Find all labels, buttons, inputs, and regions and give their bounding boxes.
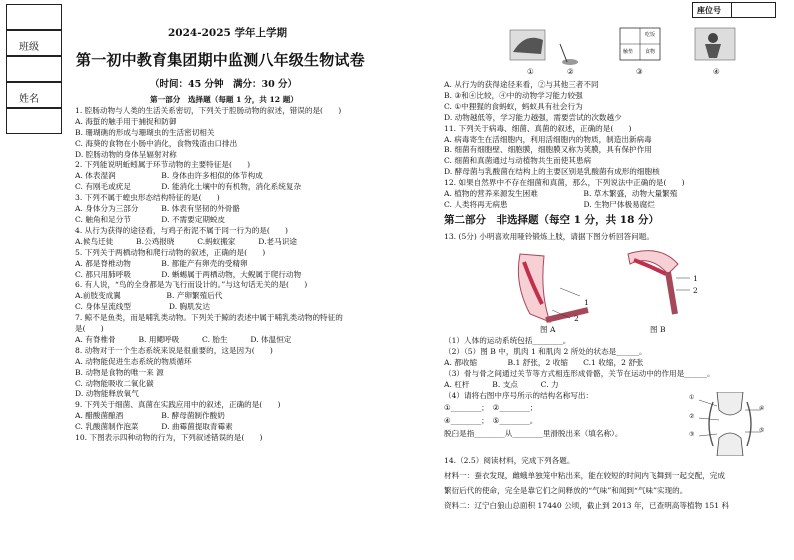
page-title: 第一初中教育集团期中监测八年级生物试卷: [76, 51, 365, 69]
joint-num-5: ⑤: [759, 427, 765, 434]
question-line: 12. 如果自然界中不存在细菌和真菌，那么，下列说法中正确的是( ): [444, 178, 685, 188]
arm-b-num-1: 1: [693, 274, 698, 283]
joint-svg: [695, 392, 765, 456]
question-line: 7. 鲸不是鱼类，而是哺乳类动物。下列关于鲸的表述中属于哺乳类动物的特征的: [75, 313, 343, 323]
q10-figure: [455, 22, 750, 80]
name-label: 姓名: [19, 94, 39, 105]
q14-block: [444, 456, 729, 512]
fig-label-4: ④: [713, 67, 720, 76]
tool-image: [560, 44, 578, 65]
option-line: B. 珊瑚礁的形成与珊瑚虫的生活密切相关: [75, 127, 215, 137]
class-label: 班级: [19, 42, 39, 53]
arm-figure-a: [518, 254, 588, 322]
question-line: 3. 下列不属于蝗虫形态结构特征的是( ): [75, 193, 220, 203]
question-line: 6. 有人说，“鸟的全身都是为飞行而设计的。”与这句话无关的是( ): [75, 280, 308, 290]
q13-item: （1）人体的运动系统包括________。: [444, 336, 571, 345]
option-line: C. 人类将再无病患 D. 生物尸体极易腐烂: [444, 199, 655, 209]
fig-text-pad: 触垫: [623, 49, 634, 55]
q10-figure-strip: [455, 22, 750, 80]
joint-num-4: ④: [759, 405, 765, 412]
joint-num-2: ②: [689, 413, 695, 420]
option-line: A. 海蜇的触手用于捕捉和防御: [75, 116, 177, 126]
fig-a-caption: 图 A: [540, 325, 556, 334]
joint-num-3: ③: [689, 431, 695, 438]
arm-figure-b: [628, 251, 690, 314]
option-line: D. 动物越低等，学习能力越强，需要尝试的次数越少: [444, 112, 622, 122]
fig-text-eat: 吃饭: [645, 32, 656, 38]
q14-line: 资料二：辽宁白狼山总面积 17440 公顷，截止到 2013 年，已查明高等植物 151 科: [444, 500, 730, 510]
q13-item: ①________； ②________；: [444, 403, 538, 413]
fig-b-caption: 图 B: [650, 325, 666, 334]
left-column: [75, 95, 343, 444]
q13-item: A. 杠杆 B. 支点 C. 力: [444, 379, 559, 389]
side-box-top: [6, 4, 62, 30]
option-line: D. 动物能释放氧气: [75, 389, 139, 399]
q13-stem: 13. (5分) 小明喜欢用哑铃锻炼上肢，请据下图分析回答问题。: [444, 232, 654, 241]
option-line: C. ①中狸猩的食蚂蚁，蚂蚁具有社会行为: [444, 101, 583, 111]
option-line: C. 都只用肺呼吸 D. 蜥蜴属于两栖动物，大鲵属于爬行动物: [75, 269, 302, 279]
class-field[interactable]: [6, 30, 62, 56]
option-line: A. 身体分为三部分 B. 体表有坚韧的外骨骼: [75, 204, 240, 214]
question-line: 9. 下列关于细菌、真菌在实践应用中的叙述，正确的是( ): [75, 400, 281, 410]
option-line: B. 动物是食物的唯一来 源: [75, 367, 164, 377]
q13-item: A. 都收缩 B.1 舒张，2 收缩 C.1 收缩，2 舒张: [444, 357, 644, 367]
name-field[interactable]: [6, 82, 62, 108]
section2-heading: 第二部分 非选择题（每空 1 分，共 18 分）: [444, 214, 660, 226]
option-line: C. 身体呈流线型 D. 胸肌发达: [75, 302, 210, 312]
option-line: C. 海葵的食物在小肠中消化，食物残渣由口排出: [75, 138, 238, 148]
option-line: D. 酵母菌与乳酸菌在结构上的主要区别是乳酸菌有成形的细胞核: [444, 167, 660, 177]
joint-num-1: ①: [689, 394, 695, 401]
option-line: C. 有刚毛或疣足 D. 能消化土壤中的有机物，消化系统复杂: [75, 182, 302, 192]
question-line: 5. 下列关于两栖动物和爬行动物的叙述，正确的是( ): [75, 247, 266, 257]
anteater-image: [510, 30, 545, 60]
option-line: A. 都是脊椎动物 B. 都能产有卵壳的受精卵: [75, 258, 248, 268]
side-box-bottom: [6, 108, 62, 134]
question-line: 10. 下图表示四种动物的行为，下列叙述错误的是( ): [75, 433, 263, 443]
q14-line: 材料一：蚕衣发现，雌蛾单独笼中粘出来，能在较短的时间内飞舞到一起交配，完成: [444, 470, 725, 480]
fig-text-food: 食物: [645, 49, 656, 55]
option-line: A. 植物的营养来源发生困难 B. 草木繁盛，动物大量繁殖: [444, 189, 678, 199]
option-line: A. 病毒寄生在活细胞内，利用活细胞内的物质，制造出新病毒: [444, 134, 652, 144]
question-line: 是( ): [75, 324, 104, 334]
side-box-mid: [6, 56, 62, 82]
q14-line: 繁衍后代的使命，完全是靠它们之间释放的“气味”和闻到“气味”实现的。: [444, 485, 688, 495]
option-line: C. 乳酸菌制作泡菜 D. 曲霉菌提取青霉素: [75, 422, 233, 432]
option-line: C. 细菌和真菌通过与动植物共生而使其患病: [444, 156, 592, 166]
section1-heading: 第一部分 选择题（每题 1 分，共 12 题）: [150, 95, 298, 104]
q13-items: [444, 336, 715, 440]
option-line: D. 腔肠动物的身体呈辐射对称: [75, 149, 177, 159]
q13-item: ④________； ⑤________。: [444, 416, 538, 426]
option-line: A. 有脊椎骨 B. 用鳃呼吸 C. 胎生 D. 体温恒定: [75, 334, 292, 344]
fig-label-3: ③: [636, 67, 643, 76]
question-line: 11. 下列关于病毒、细菌、真菌的叙述，正确的是( ): [444, 123, 632, 133]
option-line: A.前肢变成翼 B. 产卵繁殖后代: [75, 291, 223, 301]
arm-diagram: [500, 244, 720, 336]
option-line: A. 体表湿润 B. 身体由许多相似的体节构成: [75, 171, 263, 181]
question-line: 4. 从行为获得的途径看，与鸡子衔泥不属于同一行为的是( ): [75, 225, 289, 235]
question-line: 1. 腔肠动物与人类的生活关系密切，下列关于腔肠动物的叙述，错误的是( ): [75, 105, 342, 115]
arm-a-num-2: 2: [574, 314, 579, 323]
option-line: C. 动物能吸收二氧化碳: [75, 378, 154, 388]
option-line: A.候鸟迁徙 B.公鸡报晓 C.蚂蚁搬家 D.老马识途: [75, 236, 297, 246]
q13-item: （3）骨与骨之间通过关节等方式相连形成骨骼，关节在运动中的作用是______。: [444, 368, 715, 378]
option-line: C. 触角和足分节 D. 不需要定期蜕皮: [75, 214, 226, 224]
monkey-image: [695, 28, 735, 60]
option-line: B. ③和④比较，④中的动物学习能力较强: [444, 90, 583, 100]
q14-line: 14.（2.5）阅读材料，完成下列各题。: [444, 456, 575, 465]
option-line: B. 细菌有细胞壁、细胞膜，细胞膜又称为荚膜，具有保护作用: [444, 145, 652, 155]
exam-time: （时间：45 分钟 满分：30 分）: [150, 79, 298, 90]
arm-b-num-2: 2: [693, 286, 698, 295]
option-line: A. 动物能促进生态系统的物质循环: [75, 356, 192, 366]
q13-item: （4）请将右图中序号所示的结构名称写出：: [444, 390, 594, 400]
question-line: 2. 下列能说明蚯蚓属于环节动物的主要特征是( ): [75, 160, 251, 170]
option-line: A. 醋酸菌酿酒 B. 酵母菌制作酸奶: [75, 411, 225, 421]
fig-label-1: ①: [527, 67, 534, 76]
question-line: 8. 动物对于一个生态系统来说是很重要的，这是因为( ): [75, 345, 273, 355]
arm-figures: [500, 244, 720, 336]
school-year: 2024-2025 学年上学期: [168, 27, 287, 39]
q13-item: （2）（5）图 B 中，肌肉 1 和肌肉 2 所处的状态是______。: [444, 346, 647, 356]
joint-diagram: [689, 392, 765, 456]
fig-label-2: ②: [567, 67, 574, 76]
q13-item: 脱臼是指________从________里滑脱出来（填名称）。: [444, 429, 623, 439]
right-column-mc: [444, 80, 685, 211]
arm-a-num-1: 1: [584, 298, 589, 307]
option-line: A. 从行为的获得途径来看，②与其他三者不同: [444, 80, 599, 89]
seat-number-box[interactable]: [692, 2, 776, 18]
seat-number-label: 座位号: [697, 5, 721, 15]
